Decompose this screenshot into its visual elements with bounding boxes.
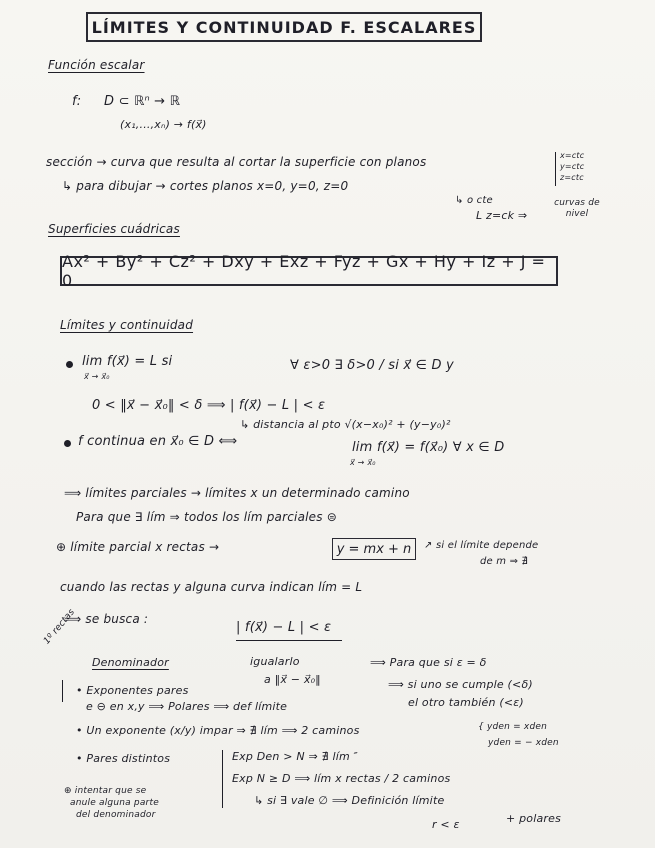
limit-distance: ↳ distancia al pto √(x−x₀)² + (y−y₀)² <box>240 418 451 431</box>
section-superficies: Superficies cuádricas <box>48 222 180 236</box>
curvas-de-nivel: curvas de nivel <box>554 198 600 219</box>
exp-den-gt-n: Exp Den > N ⇒ ∄ lím ″ <box>232 750 358 763</box>
plane-x: x=ctc <box>560 151 585 160</box>
parciales-line-3: ⊕ límite parcial x rectas → <box>56 540 220 554</box>
function-label: f: <box>72 94 82 109</box>
mas-polares: + polares <box>506 812 562 825</box>
epsilon-condition: | f(x⃗) − L | < ε <box>236 620 332 635</box>
depends-on-m-2: de m ⇒ ∄ <box>480 556 529 567</box>
seccion-octe: ↳ o cte <box>455 195 493 206</box>
line-equation-box <box>332 538 416 560</box>
bullet <box>64 440 71 447</box>
limit-condition: ∀ ε>0 ∃ δ>0 / si x⃗ ∈ D y <box>290 358 454 373</box>
note-line-3: del denominador <box>76 810 156 820</box>
limit-inequality: 0 < ‖x⃗ − x⃗₀‖ < δ ⟹ | f(x⃗) − L | < ε <box>92 398 326 413</box>
parciales-line-2: Para que ∃ lím ⇒ todos los lím parciales ⊜ <box>76 510 337 524</box>
exp-n-ge-d: Exp N ≥ D ⟹ lím x rectas / 2 caminos <box>232 772 451 785</box>
seccion-level: L z=ck ⇒ <box>476 209 528 222</box>
title-box <box>86 12 482 42</box>
seccion-line-1: sección → curva que resulta al cortar la superficie con planos <box>46 155 427 169</box>
note-line-2: anule alguna parte <box>70 798 159 808</box>
bullet <box>66 361 73 368</box>
parciales-line-1: ⟹ límites parciales → límites x un determinado camino <box>64 486 410 500</box>
note-line-1: ⊕ intentar que se <box>64 786 147 796</box>
quadric-formula-box <box>60 252 558 290</box>
line-equation: y = mx + n <box>336 541 412 557</box>
quadric-formula: Ax² + By² + Cz² + Dxy + Exz + Fyz + Gx + Hy + Iz + J = 0 <box>62 252 546 290</box>
continuity-equation: lim f(x⃗) = f(x⃗₀) ∀ x ∈ D <box>352 440 505 455</box>
continuity-text: f continua en x⃗₀ ∈ D ⟺ <box>78 434 238 449</box>
limit-subscript: x⃗ → x⃗₀ <box>84 372 110 381</box>
yden-equals-xden: { yden = xden <box>478 722 548 732</box>
yden-equals-minus-xden: yden = − xden <box>488 738 559 748</box>
equal-to: igualarlo <box>250 655 300 668</box>
denominador-heading: Denominador <box>92 656 169 669</box>
exponentes-pares-detail: e ⊖ en x,y ⟹ Polares ⟹ def límite <box>86 700 288 713</box>
exp-brace <box>222 750 223 808</box>
definicion-limite: ↳ si ∃ vale ∅ ⟹ Definición límite <box>254 794 445 807</box>
arrow-shaft <box>62 680 63 702</box>
r-less-epsilon: r < ε <box>432 818 460 831</box>
epsilon-underline <box>236 640 342 641</box>
section-funcion-escalar: Función escalar <box>48 58 145 72</box>
distance-norm: a ‖x⃗ − x⃗₀‖ <box>264 673 321 686</box>
continuity-subscript: x⃗ → x⃗₀ <box>350 458 376 467</box>
function-mapping: D ⊂ ℝⁿ → ℝ <box>104 94 181 109</box>
page-title: LÍMITES Y CONTINUIDAD F. ESCALARES <box>91 17 477 37</box>
exponente-impar: • Un exponente (x/y) impar ⇒ ∄ lím ⟹ 2 caminos <box>76 724 360 737</box>
limit-definition: lim f(x⃗) = L si <box>82 354 173 369</box>
seccion-line-2: ↳ para dibujar → cortes planos x=0, y=0, z=0 <box>62 179 349 193</box>
one-holds: ⟹ si uno se cumple (<δ) <box>388 678 533 691</box>
section-limites: Límites y continuidad <box>60 318 194 332</box>
parciales-line-4: cuando las rectas y alguna curva indican lím = L <box>60 580 363 594</box>
plane-y: y=ctc <box>560 162 585 171</box>
side-note-rectas: 1º rectas <box>42 607 78 647</box>
plane-z: z=ctc <box>560 173 584 182</box>
parciales-line-5: ⟹ se busca : <box>64 612 149 626</box>
planes-brace <box>555 152 556 186</box>
other-holds: el otro también (<ε) <box>408 696 524 709</box>
epsilon-equals-delta: ⟹ Para que si ε = δ <box>370 656 487 669</box>
exponentes-pares: • Exponentes pares <box>76 684 189 697</box>
function-elements: (x₁,...,xₙ) → f(x⃗) <box>120 118 207 131</box>
pares-distintos: • Pares distintos <box>76 752 171 765</box>
depends-on-m: ↗ si el límite depende <box>424 540 539 551</box>
